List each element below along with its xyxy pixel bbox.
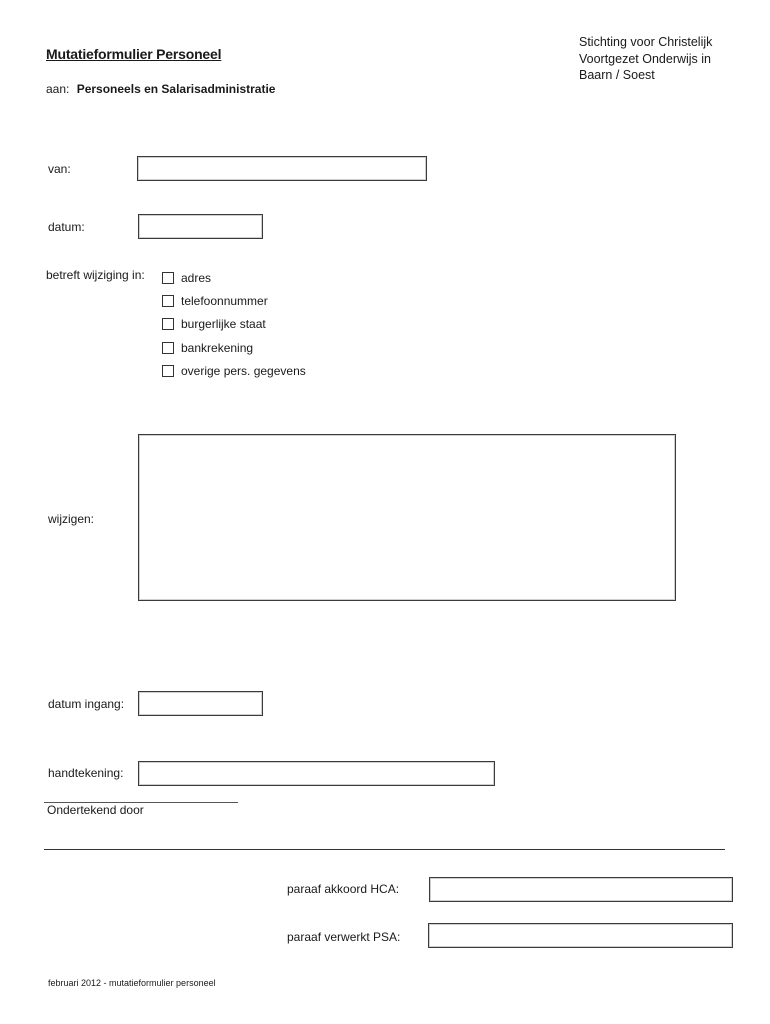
checkbox-box[interactable] xyxy=(162,365,174,377)
section-divider xyxy=(44,849,725,850)
psa-label: paraaf verwerkt PSA: xyxy=(287,930,401,944)
change-type-checklist xyxy=(162,266,306,382)
checkbox-label: burgerlijke staat xyxy=(181,317,266,332)
form-title: Mutatieformulier Personeel xyxy=(46,46,222,62)
checkbox-box[interactable] xyxy=(162,342,174,354)
checkbox-adres[interactable] xyxy=(162,266,306,289)
datum-ingang-label: datum ingang: xyxy=(48,697,125,711)
checkbox-label: overige pers. gegevens xyxy=(181,363,306,378)
datum-label: datum: xyxy=(48,220,85,234)
checkbox-burgerlijke-staat[interactable] xyxy=(162,313,306,336)
datum-field[interactable] xyxy=(138,214,263,239)
checkbox-overige-pers-gegevens[interactable] xyxy=(162,359,306,382)
checkbox-box[interactable] xyxy=(162,318,174,330)
recipient-label: aan: xyxy=(46,82,70,96)
betreft-label: betreft wijziging in: xyxy=(46,268,145,282)
footer-text: februari 2012 - mutatieformulier personeel xyxy=(48,978,216,988)
recipient xyxy=(46,82,275,96)
datum-ingang-field[interactable] xyxy=(138,691,263,716)
ondertekend-label: Ondertekend door xyxy=(47,803,144,817)
wijzigen-label: wijzigen: xyxy=(48,512,95,526)
recipient-value: Personeels en Salarisadministratie xyxy=(76,82,276,96)
handtekening-label: handtekening: xyxy=(48,766,124,780)
org-line: Baarn / Soest xyxy=(579,68,655,82)
org-line: Voortgezet Onderwijs in xyxy=(579,51,712,66)
wijzigen-textarea[interactable] xyxy=(138,434,676,601)
checkbox-box[interactable] xyxy=(162,295,174,307)
psa-field[interactable] xyxy=(428,923,733,948)
checkbox-label: telefoonnummer xyxy=(181,293,268,308)
hca-field[interactable] xyxy=(429,877,733,902)
hca-label: paraaf akkoord HCA: xyxy=(287,882,400,896)
checkbox-label: bankrekening xyxy=(181,340,254,355)
organization-address xyxy=(579,34,759,84)
checkbox-telefoonnummer[interactable] xyxy=(162,289,306,312)
van-label: van: xyxy=(48,162,71,176)
checkbox-label: adres xyxy=(181,270,212,285)
checkbox-box[interactable] xyxy=(162,272,174,284)
org-line: Stichting voor Christelijk xyxy=(579,35,713,49)
van-field[interactable] xyxy=(137,156,427,181)
checkbox-bankrekening[interactable] xyxy=(162,336,306,359)
handtekening-field[interactable] xyxy=(138,761,495,786)
